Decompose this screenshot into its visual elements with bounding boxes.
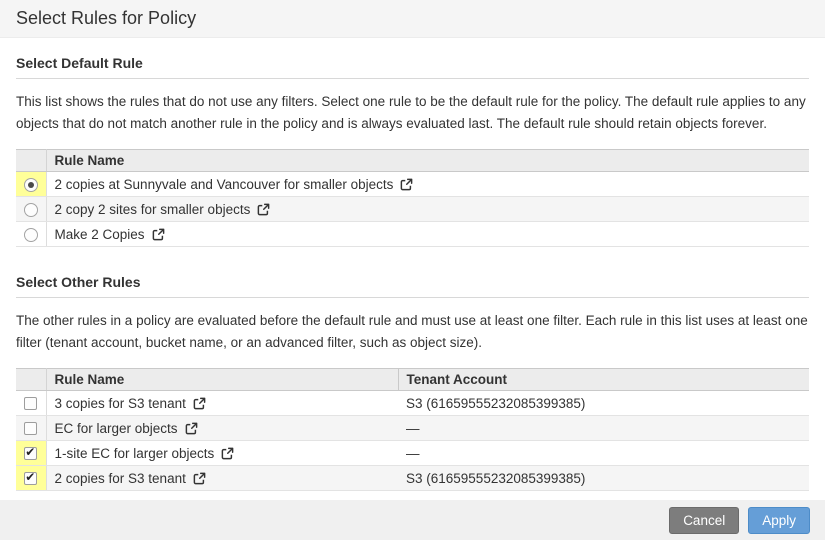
cancel-button[interactable]: Cancel (669, 507, 739, 534)
rule-name-column-header: Rule Name (46, 150, 809, 172)
other-rule-checkbox[interactable] (24, 447, 37, 460)
table-row (16, 222, 809, 247)
table-row (16, 197, 809, 222)
checkbox-cell (16, 416, 46, 441)
external-link-icon[interactable] (185, 422, 198, 435)
rule-name-label: 3 copies for S3 tenant (54, 395, 186, 411)
rule-name-label: 2 copies at Sunnyvale and Vancouver for smaller objects (54, 176, 394, 192)
dialog-title-bar (0, 0, 825, 38)
other-rule-checkbox[interactable] (24, 472, 37, 485)
apply-button[interactable]: Apply (748, 507, 810, 534)
checkbox-cell (16, 466, 46, 491)
external-link-icon[interactable] (193, 472, 206, 485)
default-rule-radio[interactable] (24, 178, 38, 192)
rule-name-label: 1-site EC for larger objects (54, 445, 215, 461)
table-header-row (16, 150, 809, 172)
table-row (16, 172, 809, 197)
table-row (16, 416, 809, 441)
tenant-account-cell: S3 (61659555232085399385) (398, 466, 809, 491)
radio-cell (16, 197, 46, 222)
other-rules-description: The other rules in a policy are evaluated before the default rule and must use at least one filter. Each rule in this list uses at least one filter (tenant account, bucket name, or an advanced filter, such as object size). (16, 313, 808, 350)
default-rule-description: This list shows the rules that do not use any filters. Select one rule to be the default rule for the policy. The default rule applies to any objects that do not match another rule in the policy and is always evaluated last. The default rule should retain objects forever. (16, 94, 806, 131)
rule-name-column-header: Rule Name (46, 369, 398, 391)
tenant-account-cell: S3 (61659555232085399385) (398, 391, 809, 416)
tenant-account-column-header: Tenant Account (398, 369, 809, 391)
other-rules-table (16, 368, 809, 491)
page-title: Select Rules for Policy (16, 8, 197, 28)
radio-cell (16, 222, 46, 247)
other-rule-checkbox[interactable] (24, 397, 37, 410)
checkbox-cell (16, 441, 46, 466)
table-header-row (16, 369, 809, 391)
table-row (16, 441, 809, 466)
external-link-icon[interactable] (193, 397, 206, 410)
default-rule-radio[interactable] (24, 203, 38, 217)
other-rule-checkbox[interactable] (24, 422, 37, 435)
external-link-icon[interactable] (221, 447, 234, 460)
dialog-content (0, 55, 825, 491)
rule-name-label: EC for larger objects (54, 420, 178, 436)
default-rule-radio[interactable] (24, 228, 38, 242)
default-rules-table (16, 149, 809, 247)
table-row (16, 391, 809, 416)
rule-name-label: Make 2 Copies (54, 226, 145, 242)
tenant-account-cell: — (398, 441, 809, 466)
dialog-footer (0, 500, 825, 540)
select-column-header (16, 150, 46, 172)
tenant-account-cell: — (398, 416, 809, 441)
rule-name-label: 2 copies for S3 tenant (54, 470, 186, 486)
checkbox-cell (16, 391, 46, 416)
table-row (16, 466, 809, 491)
external-link-icon[interactable] (257, 203, 270, 216)
external-link-icon[interactable] (400, 178, 413, 191)
select-column-header (16, 369, 46, 391)
other-rules-section-heading: Select Other Rules (16, 274, 809, 298)
default-rule-section-heading: Select Default Rule (16, 55, 809, 79)
external-link-icon[interactable] (152, 228, 165, 241)
radio-cell (16, 172, 46, 197)
rule-name-label: 2 copy 2 sites for smaller objects (54, 201, 251, 217)
